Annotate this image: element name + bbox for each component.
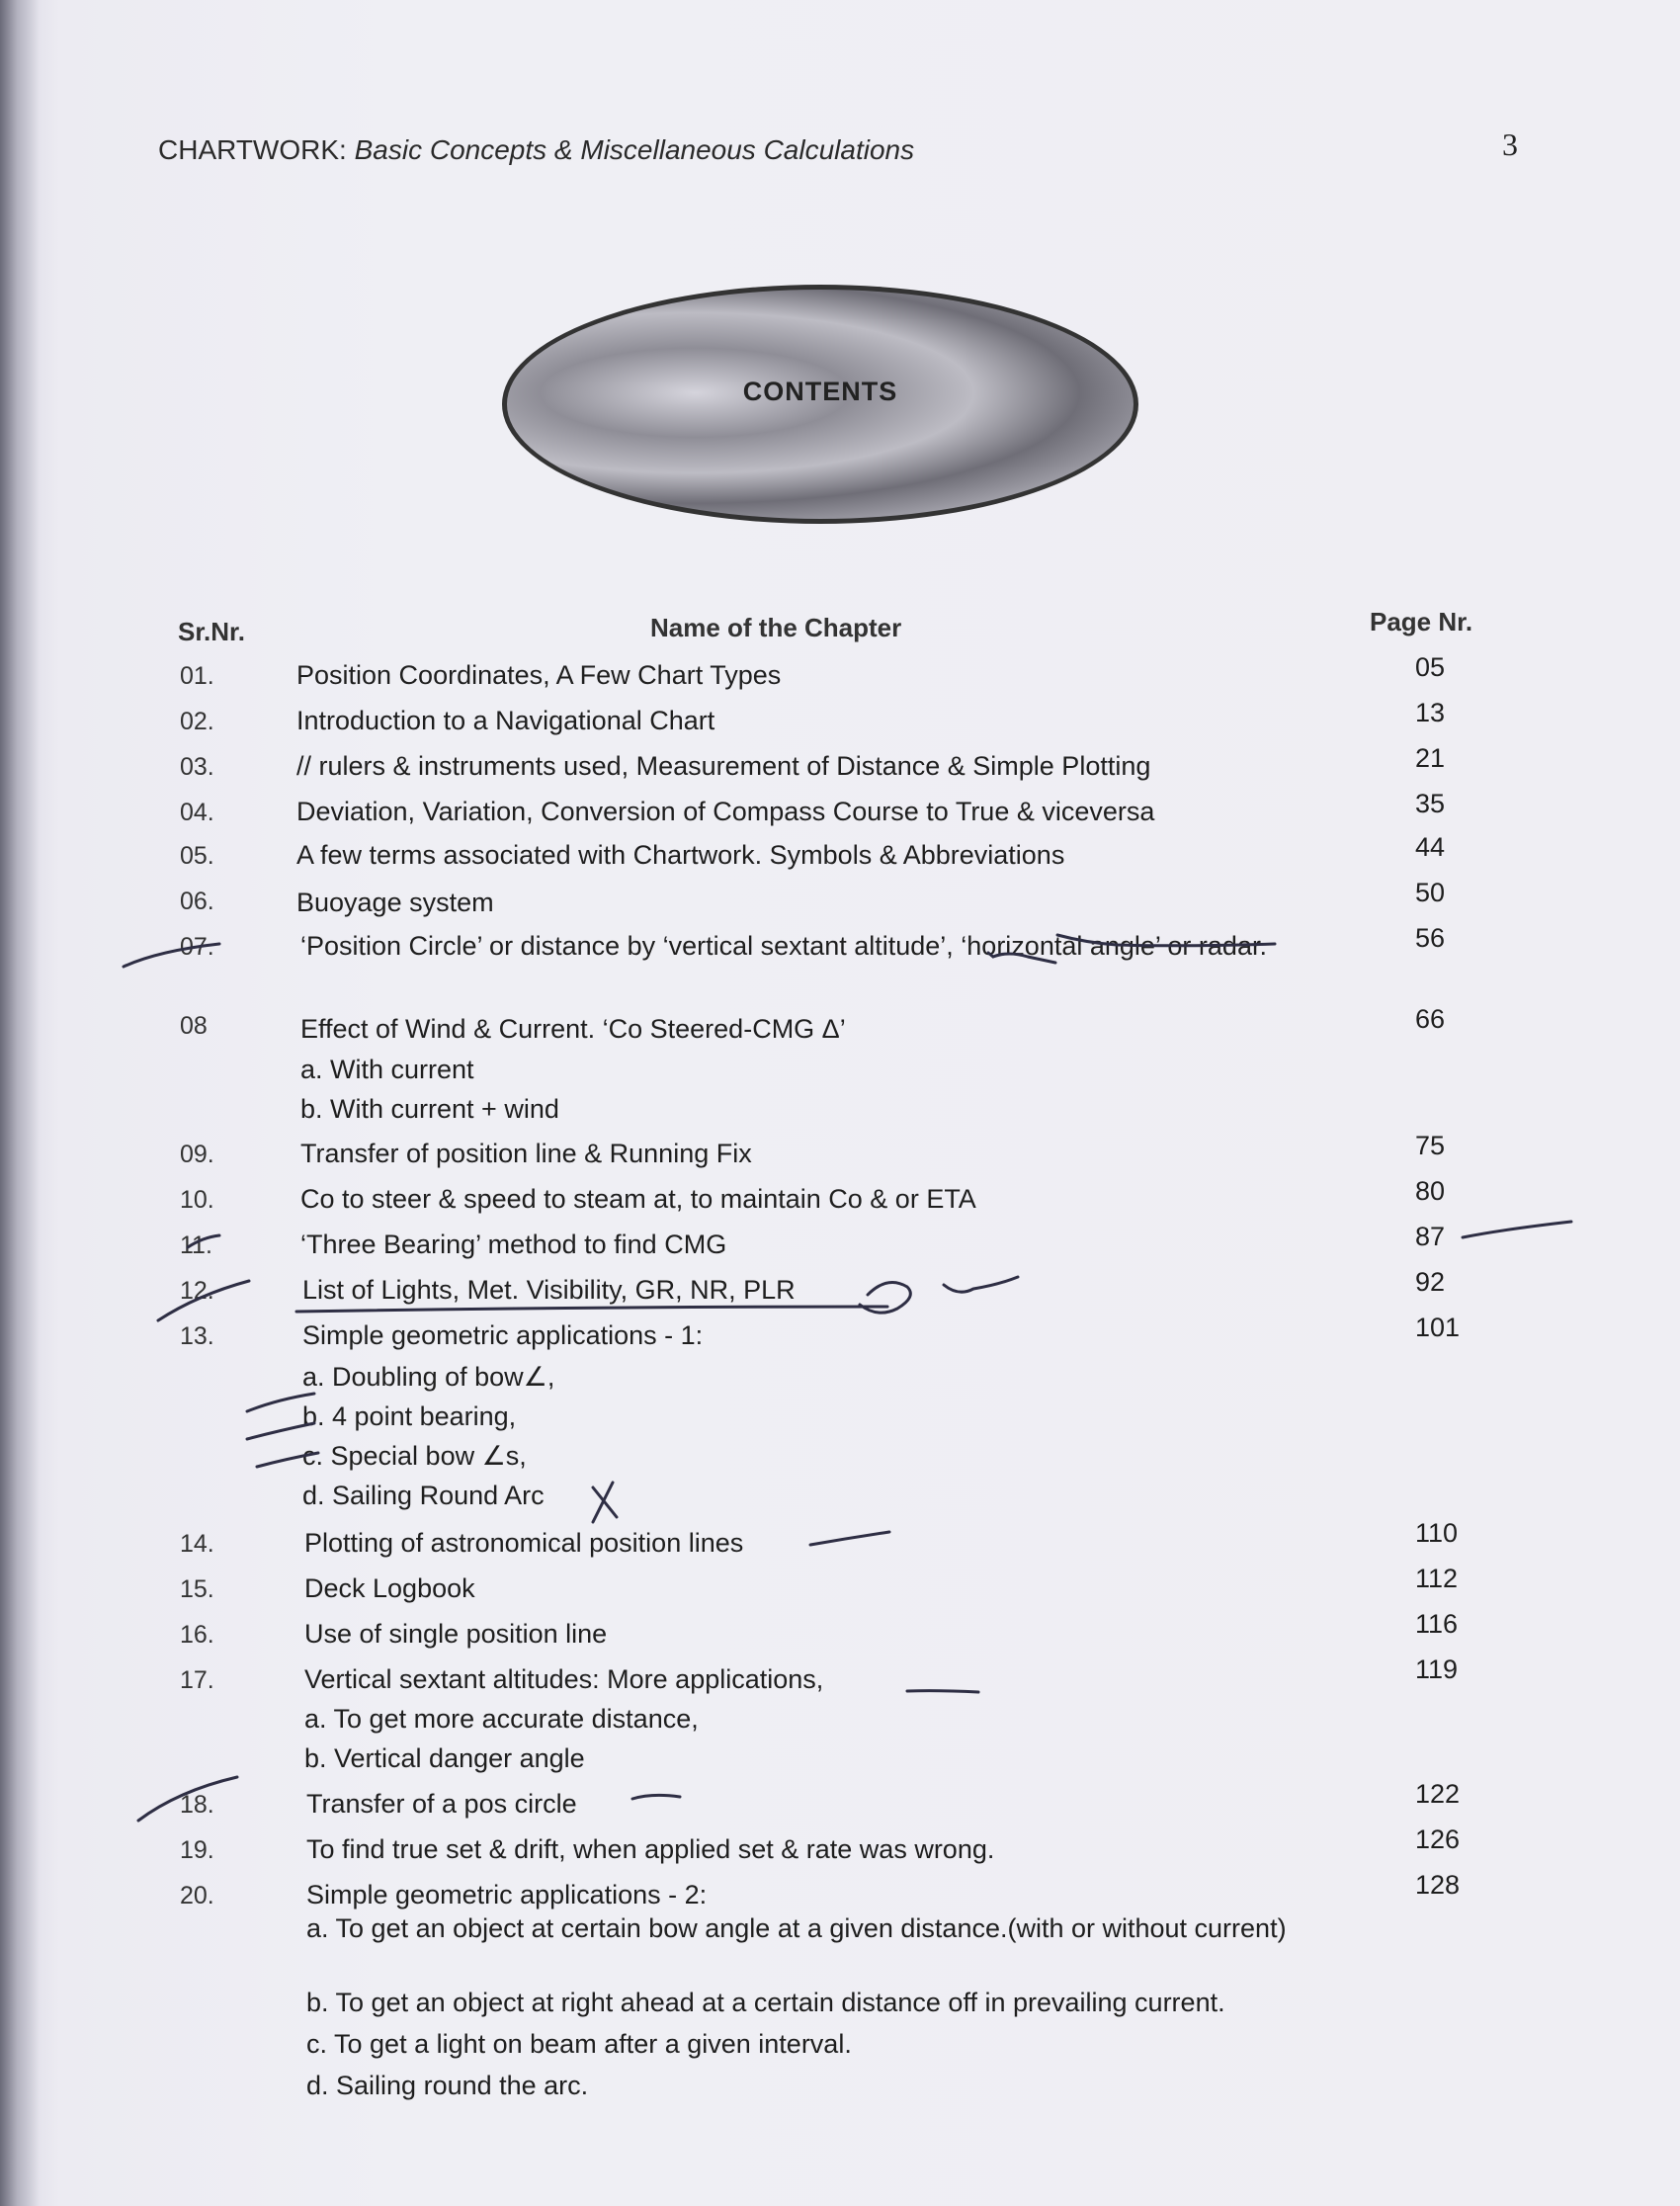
chapter-title: Effect of Wind & Current. ‘Co Steered-CMG Δ’ xyxy=(300,1014,846,1044)
chapter-page: 44 xyxy=(1415,832,1446,862)
chapter-number: 12. xyxy=(180,1277,214,1305)
chapter-page: 110 xyxy=(1415,1518,1459,1548)
chapter-page: 87 xyxy=(1415,1222,1446,1251)
chapter-title: ‘Three Bearing’ method to find CMG xyxy=(300,1230,727,1259)
chapter-page: 56 xyxy=(1415,923,1446,953)
chapter-subitem: c. To get a light on beam after a given interval. xyxy=(306,2029,852,2059)
chapter-title: A few terms associated with Chartwork. Symbols & Abbreviations xyxy=(296,840,1065,870)
chapter-number: 02. xyxy=(180,708,214,735)
chapter-title: Simple geometric applications - 1: xyxy=(302,1320,704,1350)
chapter-subitem: d. Sailing Round Arc xyxy=(302,1481,545,1510)
chapter-title: Plotting of astronomical position lines xyxy=(304,1528,744,1558)
chapter-number: 06. xyxy=(180,888,214,915)
chapter-page: 66 xyxy=(1415,1004,1446,1034)
chapter-number: 15. xyxy=(180,1575,214,1603)
header-title: CHARTWORK: xyxy=(158,134,347,165)
chapter-page: 128 xyxy=(1415,1870,1461,1900)
chapter-number: 14. xyxy=(180,1530,214,1558)
chapter-number: 08 xyxy=(180,1012,208,1040)
chapter-page: 126 xyxy=(1415,1824,1461,1854)
chapter-number: 19. xyxy=(180,1836,214,1864)
chapter-subitem: b. To get an object at right ahead at a certain distance off in prevailing current. xyxy=(306,1988,1225,2017)
chapter-page: 80 xyxy=(1415,1176,1446,1206)
chapter-subitem: a. To get more accurate distance, xyxy=(304,1704,699,1734)
chapter-page: 112 xyxy=(1415,1564,1459,1593)
chapter-number: 05. xyxy=(180,842,214,870)
chapter-subitem: a. To get an object at certain bow angle at a given distance.(with or without current) xyxy=(306,1913,1287,1943)
chapter-number: 11. xyxy=(180,1231,212,1259)
chapter-number: 03. xyxy=(180,753,214,781)
chapter-subitem: b. With current + wind xyxy=(300,1094,559,1124)
chapter-number: 10. xyxy=(180,1186,214,1214)
chapter-page: 101 xyxy=(1415,1313,1461,1342)
chapter-title: To find true set & drift, when applied set & rate was wrong. xyxy=(306,1834,995,1864)
chapter-number: 09. xyxy=(180,1141,214,1168)
chapter-page: 75 xyxy=(1415,1131,1446,1160)
chapter-number: 13. xyxy=(180,1322,214,1350)
chapter-title: List of Lights, Met. Visibility, GR, NR, PLR xyxy=(302,1275,796,1305)
chapter-title: Deviation, Variation, Conversion of Compass Course to True & viceversa xyxy=(296,797,1155,826)
chapter-subitem: a. With current xyxy=(300,1055,474,1084)
column-header-page: Page Nr. xyxy=(1370,607,1473,636)
chapter-title: Transfer of position line & Running Fix xyxy=(300,1139,752,1168)
header-subtitle: Basic Concepts & Miscellaneous Calculations xyxy=(354,134,915,165)
column-header-sr: Sr.Nr. xyxy=(178,617,245,646)
chapter-title: Vertical sextant altitudes: More applications, xyxy=(304,1664,824,1694)
chapter-title: Co to steer & speed to steam at, to maintain Co & or ETA xyxy=(300,1184,976,1214)
chapter-title: Buoyage system xyxy=(296,888,494,917)
chapter-page: 122 xyxy=(1415,1779,1461,1809)
chapter-page: 116 xyxy=(1415,1609,1459,1639)
chapter-number: 18. xyxy=(180,1791,214,1819)
page-number: 3 xyxy=(1502,127,1518,162)
chapter-subitem: c. Special bow ∠s, xyxy=(302,1441,527,1471)
column-header-name: Name of the Chapter xyxy=(650,613,902,642)
chapter-title: Transfer of a pos circle xyxy=(306,1789,577,1819)
chapter-subitem: a. Doubling of bow∠, xyxy=(302,1362,555,1392)
chapter-page: 21 xyxy=(1415,743,1446,773)
chapter-title: Deck Logbook xyxy=(304,1573,475,1603)
contents-title: CONTENTS xyxy=(742,377,898,406)
chapter-number: 04. xyxy=(180,799,214,826)
chapter-number: 16. xyxy=(180,1621,214,1649)
chapter-page: 119 xyxy=(1415,1654,1459,1684)
chapter-number: 20. xyxy=(180,1882,214,1909)
chapter-page: 05 xyxy=(1415,652,1446,682)
chapter-page: 13 xyxy=(1415,698,1446,727)
chapter-subitem: d. Sailing round the arc. xyxy=(306,2071,589,2100)
chapter-number: 07. xyxy=(180,933,214,961)
chapter-title: // rulers & instruments used, Measurement of Distance & Simple Plotting xyxy=(296,751,1151,781)
chapter-subitem: b. 4 point bearing, xyxy=(302,1401,517,1431)
chapter-title: Use of single position line xyxy=(304,1619,608,1649)
chapter-page: 92 xyxy=(1415,1267,1446,1297)
chapter-title: Position Coordinates, A Few Chart Types xyxy=(296,660,782,690)
chapter-title: Simple geometric applications - 2: xyxy=(306,1880,708,1909)
chapter-number: 01. xyxy=(180,662,214,690)
chapter-page: 35 xyxy=(1415,789,1446,818)
chapter-number: 17. xyxy=(180,1666,214,1694)
chapter-subitem: b. Vertical danger angle xyxy=(304,1743,585,1773)
chapter-title: ‘Position Circle’ or distance by ‘vertical sextant altitude’, ‘horizontal angle’ or radar. xyxy=(300,931,1267,961)
chapter-page: 50 xyxy=(1415,878,1446,907)
chapter-title: Introduction to a Navigational Chart xyxy=(296,706,715,735)
